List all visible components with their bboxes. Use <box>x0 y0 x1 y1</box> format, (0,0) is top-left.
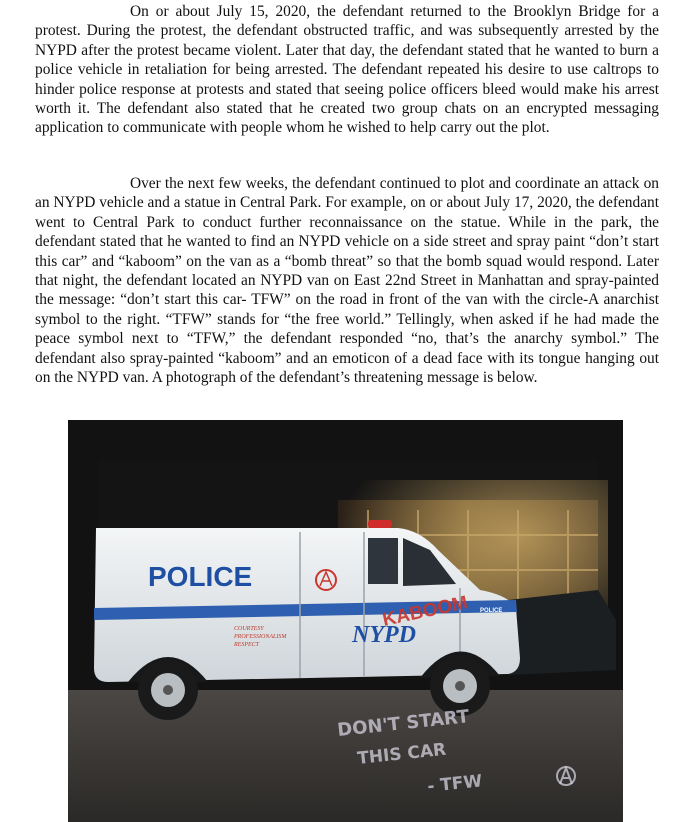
door-motto-3: RESPECT <box>234 642 259 648</box>
bumper-police-text: POLICE <box>480 608 503 614</box>
road-graffiti-line-1: DON'T START <box>336 706 471 741</box>
road-graffiti-line-2: THIS CAR <box>356 739 448 769</box>
paragraph-2: Over the next few weeks, the defendant continued to plot and coordinate an attack on an NYPD vehicle and a statue in Central Park. For example, on or about July 17, 2020, the defendant went to Central Park to conduct further reconnaissance on the statue. While in the park, the defendant stated that he wanted to find an NYPD vehicle on a side street and spray paint “don’t start this car” and “kaboom” on the van as a “bomb threat” so that the bomb squad would respond. Later that night, the defendant located an NYPD van on East 22nd Street in Manhattan and spray-painted the message: “don’t start this car- TFW” on the road in front of the van with the circle-A anarchist symbol to the right. “TFW” stands for “the free world.” Tellingly, when asked if he had made the peace symbol next to “TFW,” the defendant responded “no, that’s the anarchy symbol.” The defendant also spray-painted “kaboom” and an emoticon of a dead face with its tongue hanging out on the NYPD van. A photograph of the defendant’s threatening message is below. <box>35 175 659 387</box>
van-police-text: POLICE <box>148 561 253 592</box>
road-graffiti-line-3: - TFW <box>426 771 484 797</box>
door-motto-2: PROFESSIONALISM <box>234 634 287 640</box>
door-motto-1: COURTESY <box>234 626 264 632</box>
paragraph-1: On or about July 15, 2020, the defendant returned to the Brooklyn Bridge for a protest. During the protest, the defendant obstructed traffic, and was subsequently arrested by the NYPD after the protest became violent. Later that day, the defendant stated that he wanted to burn a police vehicle in retaliation for being arrested. The defendant repeated his desire to use caltrops to hinder police response at protests and stated that seeing police officers bleed would make his arrest worth it. The defendant also stated that he created two group chats on an encrypted messaging application to communicate with people whom he wished to help carry out the plot. <box>35 3 659 137</box>
parked-car <box>508 590 616 675</box>
kaboom-graffiti: KABOOM <box>380 592 470 631</box>
van-nypd-logo: NYPD <box>352 622 416 648</box>
evidence-photo <box>68 420 623 822</box>
